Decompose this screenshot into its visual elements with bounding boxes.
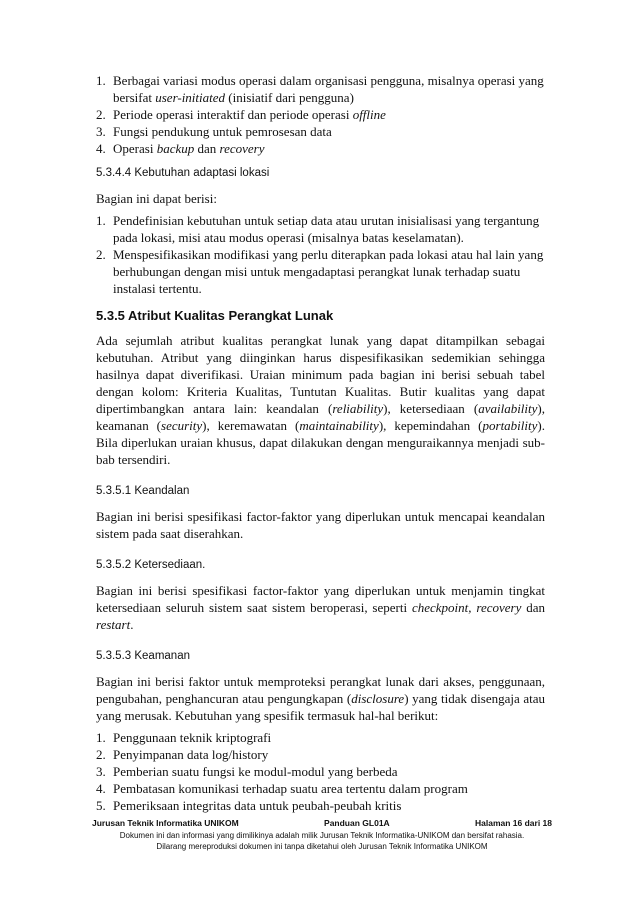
list-item: 1. Pendefinisian kebutuhan untuk setiap data atau urutan inisialisasi yang tergantung pada lokasi, misi atau modus operasi (misalnya batas keselamatan). bbox=[96, 213, 540, 245]
list-item: 2. Penyimpanan data log/history bbox=[96, 747, 269, 762]
list-item: 1. Penggunaan teknik kriptografi bbox=[96, 730, 272, 745]
paragraph-5351: Bagian ini berisi spesifikasi factor-faktor yang diperlukan untuk mencapai keandalan sistem pada saat diserahkan. bbox=[96, 509, 545, 541]
page-footer bbox=[92, 818, 552, 852]
section-heading-535: 5.3.5 Atribut Kualitas Perangkat Lunak bbox=[96, 308, 334, 323]
section-heading-5344: 5.3.4.4 Kebutuhan adaptasi lokasi bbox=[96, 167, 270, 179]
footer-page-number: Halaman 16 dari 18 bbox=[474, 818, 552, 828]
paragraph-5352: Bagian ini berisi spesifikasi factor-faktor yang diperlukan untuk menjamin tingkat ketersediaan seluruh sistem saat sistem beroperasi, seperti checkpoint, recovery dan restart. bbox=[96, 583, 545, 632]
footer-confidentiality-note: Dokumen ini dan informasi yang dimilikinya adalah milik Jurusan Teknik Informatika-UNIKOM dan bersifat rahasia. bbox=[119, 831, 525, 840]
list-item: 1. Berbagai variasi modus operasi dalam organisasi pengguna, misalnya operasi yang bersifat user-initiated (inisiatif dari pengguna) bbox=[96, 73, 544, 105]
paragraph-535: Ada sejumlah atribut kualitas perangkat lunak yang dapat ditampilkan sebagai kebutuhan. Atribut yang diinginkan harus dispesifikasikan sedemikian sehingga hasilnya dapat diverifikasi. Uraian minimum pada bagian ini berisi sebuah tabel dengan kolom: Kriteria Kualitas, Tuntutan Kualitas. Butir kualitas yang dapat dipertimbangkan antara lain: keandalan (reliability), ketersediaan (availability), keamanan (security), keremawatan (maintainability), kepemindahan (portability). Bila diperlukan uraian khusus, dapat dilakukan dengan menguraikannya menjadi sub-bab tersendiri. bbox=[96, 333, 546, 467]
section-heading-5352: 5.3.5.2 Ketersediaan. bbox=[96, 559, 206, 571]
list-item: 2. Menspesifikasikan modifikasi yang perlu diterapkan pada lokasi atau hal lain yang berhubungan dengan misi untuk mengadaptasi perangkat lunak terhadap suatu instalasi tertentu. bbox=[96, 247, 544, 296]
list-item: 3. Fungsi pendukung untuk pemrosesan data bbox=[96, 124, 332, 139]
section-heading-5353: 5.3.5.3 Keamanan bbox=[96, 650, 190, 662]
section-heading-5351: 5.3.5.1 Keandalan bbox=[96, 485, 190, 497]
list-item: 3. Pemberian suatu fungsi ke modul-modul yang berbeda bbox=[96, 764, 398, 779]
list-item: 4. Operasi backup dan recovery bbox=[96, 141, 265, 156]
footer-row bbox=[92, 818, 552, 829]
footer-department: Jurusan Teknik Informatika UNIKOM bbox=[92, 818, 239, 828]
location-adaptation-list bbox=[96, 212, 545, 297]
security-list bbox=[96, 729, 545, 814]
operation-mode-list bbox=[96, 72, 545, 157]
list-item: 5. Pemeriksaan integritas data untuk peubah-peubah kritis bbox=[96, 798, 402, 813]
section-intro: Bagian ini dapat berisi: bbox=[96, 191, 217, 206]
footer-doc-code: Panduan GL01A bbox=[324, 818, 390, 828]
paragraph-5353: Bagian ini berisi faktor untuk memproteksi perangkat lunak dari akses, penggunaan, pengubahan, penghancuran atau pengungkapan (disclosure) yang tidak disengaja atau yang merusak. Kebutuhan yang spesifik termasuk hal-hal berikut: bbox=[96, 674, 546, 723]
footer-reproduction-note: Dilarang mereproduksi dokumen ini tanpa diketahui oleh Jurusan Teknik Informatika UNIKOM bbox=[156, 841, 488, 851]
list-item: 4. Pembatasan komunikasi terhadap suatu area tertentu dalam program bbox=[96, 781, 468, 796]
page-content bbox=[96, 72, 545, 814]
list-item: 2. Periode operasi interaktif dan periode operasi offline bbox=[96, 107, 386, 122]
